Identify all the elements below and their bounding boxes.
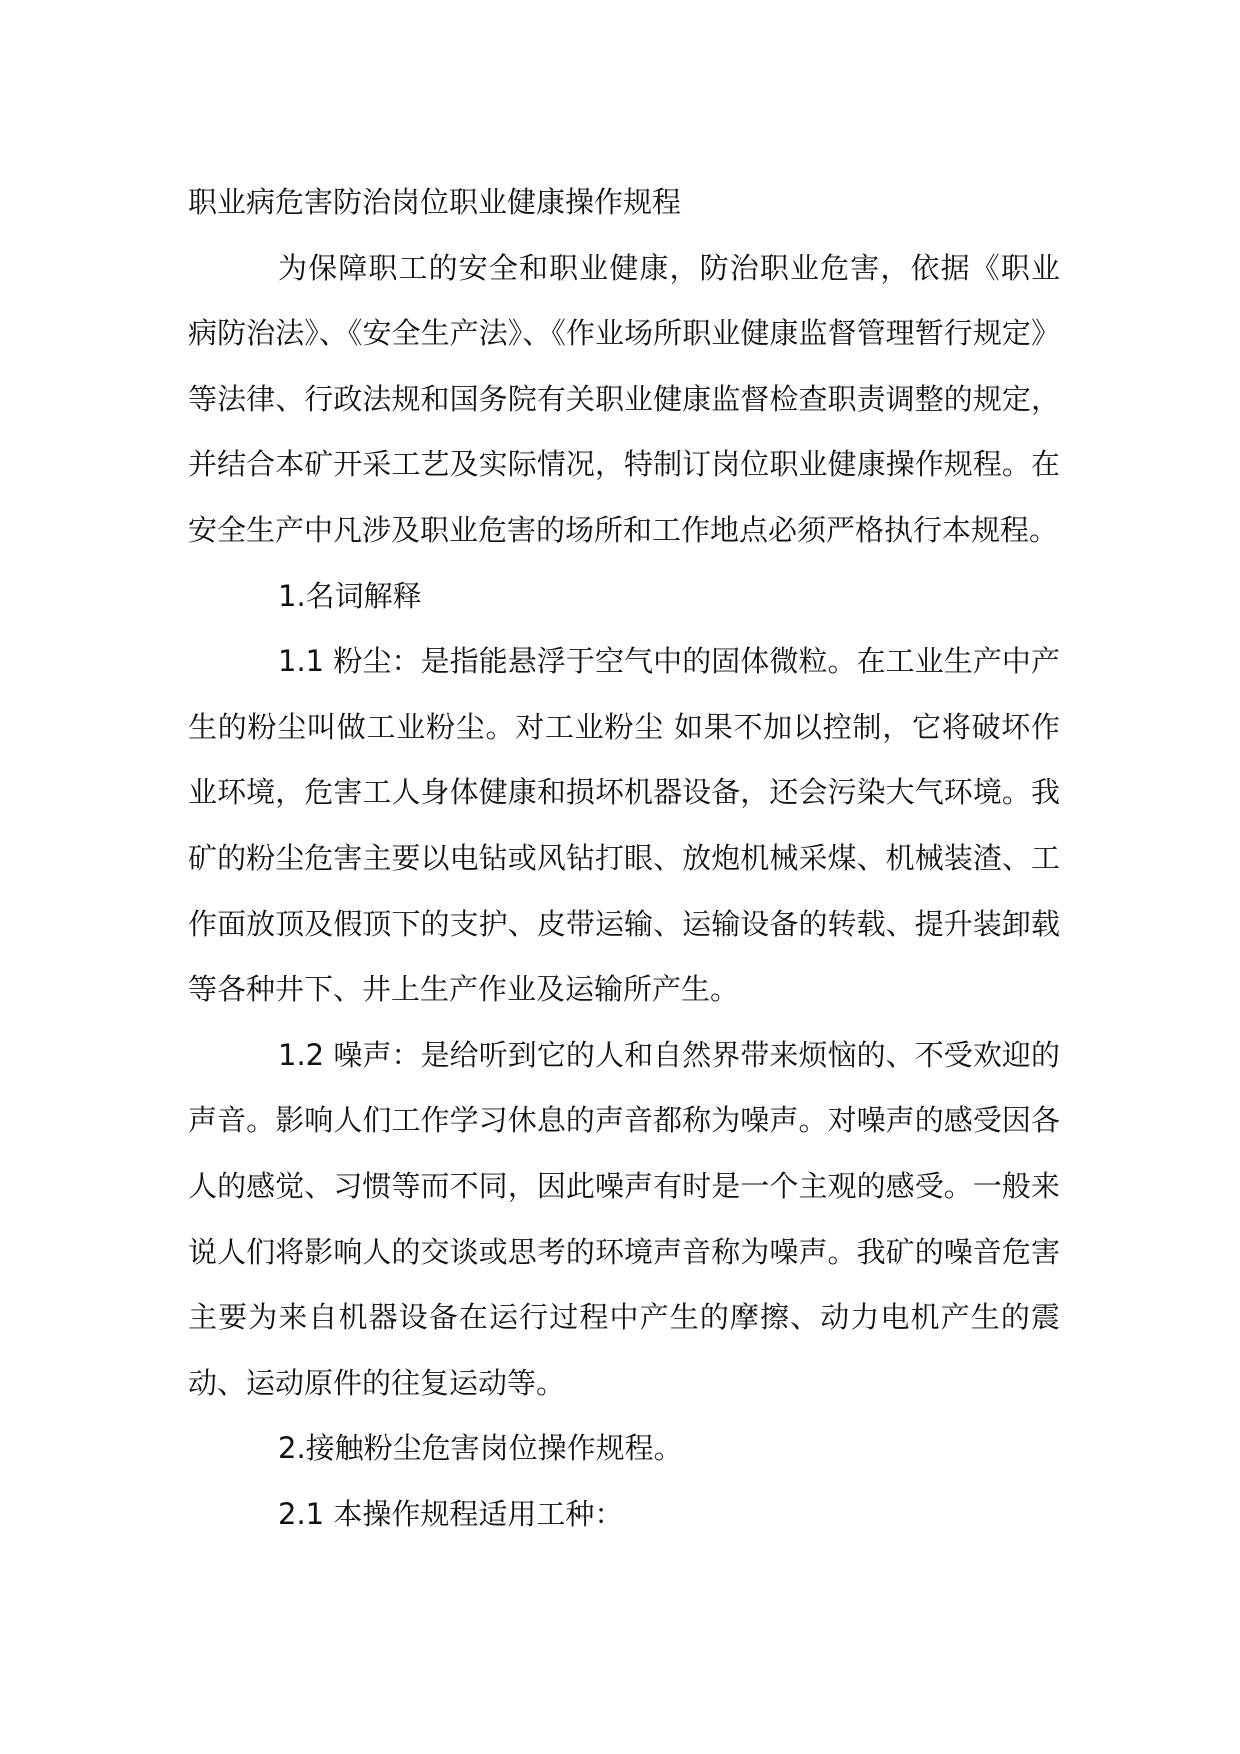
document-title: 职业病危害防治岗位职业健康操作规程: [188, 185, 682, 219]
subsection-heading-applicable-jobs: 2.1 本操作规程适用工种：: [278, 1496, 624, 1531]
noise-definition-paragraph: 1.2 噪声：是给听到它的人和自然界带来烦恼的、不受欢迎的声音。影响人们工作学习休息的声音都称为噪声。对噪声的感受因各人的感觉、习惯等而不同，因此噪声有时是一个主观的感受。一般来说人们将影响人的交谈或思考的环境声音称为噪声。我矿的噪音危害主要为来自机器设备在运行过程中产生的摩擦、动力电机产生的震动、运动原件的往复运动等。: [188, 1037, 1060, 1400]
document-body: [188, 170, 1060, 1547]
dust-definition-paragraph: 1.1 粉尘：是指能悬浮于空气中的固体微粒。在工业生产中产生的粉尘叫做工业粉尘。对工业粉尘 如果不加以控制，它将破坏作业环境，危害工人身体健康和损坏机器设备，还会污染大气环境。我矿的粉尘危害主要以电钻或风钻打眼、放炮机械采煤、机械装渣、工作面放顶及假顶下的支护、皮带运输、运输设备的转载、提升装卸载等各种井下、井上生产作业及运输所产生。: [188, 644, 1060, 1007]
intro-paragraph: 为保障职工的安全和职业健康，防治职业危害，依据《职业病防治法》、《安全生产法》、《作业场所职业健康监督管理暂行规定》等法律、行政法规和国务院有关职业健康监督检查职责调整的规定，并结合本矿开采工艺及实际情况，特制订岗位职业健康操作规程。在安全生产中凡涉及职业危害的场所和工作地点必须严格执行本规程。: [188, 250, 1060, 547]
section-heading-dust-procedure: 2.接触粉尘危害岗位操作规程。: [278, 1431, 683, 1466]
section-heading-terms: 1.名词解释: [278, 578, 422, 613]
